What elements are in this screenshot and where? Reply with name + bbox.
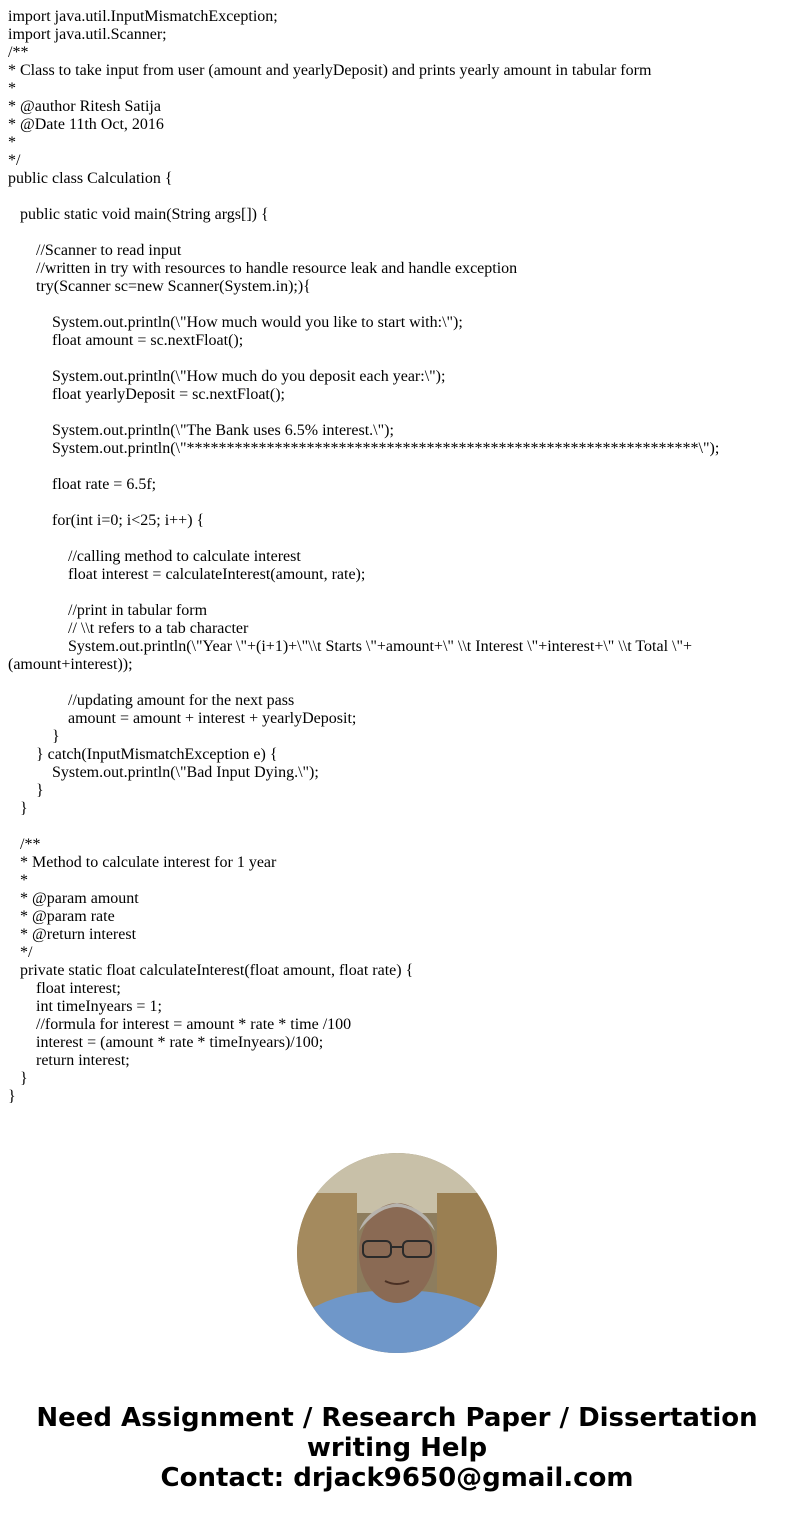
- code-line: }: [8, 728, 60, 745]
- code-line: /**: [8, 44, 29, 61]
- code-block: [8, 8, 786, 1106]
- code-line: //updating amount for the next pass: [8, 692, 295, 709]
- code-line: [8, 188, 786, 206]
- code-line: System.out.println(\"How much do you deposit each year:\");: [8, 368, 446, 385]
- code-line: [8, 494, 786, 512]
- code-line: }: [8, 782, 44, 799]
- code-line: }: [8, 800, 28, 817]
- code-line: for(int i=0; i<25; i++) {: [8, 512, 205, 529]
- code-line: [8, 458, 786, 476]
- code-line: try(Scanner sc=new Scanner(System.in);){: [8, 278, 311, 295]
- code-line: System.out.println(\"How much would you like to start with:\");: [8, 314, 463, 331]
- code-line: System.out.println(\"The Bank uses 6.5% interest.\");: [8, 422, 394, 439]
- promo-contact: Contact: drjack9650@gmail.com: [160, 1463, 634, 1493]
- code-line: int timeInyears = 1;: [8, 998, 162, 1015]
- code-line: //print in tabular form: [8, 602, 208, 619]
- code-line: [8, 818, 786, 836]
- code-line: float rate = 6.5f;: [8, 476, 157, 493]
- code-line: [8, 584, 786, 602]
- code-line: [8, 296, 786, 314]
- code-line: * @return interest: [8, 926, 137, 943]
- code-line: [8, 404, 786, 422]
- code-line: }: [8, 1088, 16, 1105]
- code-line: return interest;: [8, 1052, 130, 1069]
- code-line: float interest;: [8, 980, 121, 997]
- code-line: import java.util.InputMismatchException;: [8, 8, 278, 25]
- code-line: public static void main(String args[]) {: [8, 206, 269, 223]
- person-portrait-image: [297, 1153, 497, 1353]
- promo-line-1: Need Assignment / Research Paper / Dissertation: [36, 1403, 758, 1433]
- code-line: */: [8, 152, 21, 169]
- code-line: * @author Ritesh Satija: [8, 98, 161, 115]
- code-line: (amount+interest));: [8, 656, 133, 673]
- code-line: *: [8, 872, 28, 889]
- code-line: * @param rate: [8, 908, 115, 925]
- code-line: interest = (amount * rate * timeInyears)/100;: [8, 1034, 324, 1051]
- code-line: * @Date 11th Oct, 2016: [8, 116, 164, 133]
- code-line: [8, 674, 786, 692]
- code-line: System.out.println(\"Year \"+(i+1)+\"\\t Starts \"+amount+\" \\t Interest \"+interest+\" \\t Total \"+: [8, 638, 693, 655]
- code-line: [8, 224, 786, 242]
- code-line: public class Calculation {: [8, 170, 173, 187]
- code-line: private static float calculateInterest(float amount, float rate) {: [8, 962, 414, 979]
- code-line: float yearlyDeposit = sc.nextFloat();: [8, 386, 285, 403]
- code-line: float amount = sc.nextFloat();: [8, 332, 244, 349]
- code-line: //written in try with resources to handle resource leak and handle exception: [8, 260, 518, 277]
- code-line: //calling method to calculate interest: [8, 548, 301, 565]
- code-line: * Method to calculate interest for 1 year: [8, 854, 277, 871]
- code-line: import java.util.Scanner;: [8, 26, 167, 43]
- code-line: * Class to take input from user (amount and yearlyDeposit) and prints yearly amount in tabular form: [8, 62, 652, 79]
- code-line: }: [8, 1070, 28, 1087]
- code-line: //formula for interest = amount * rate * time /100: [8, 1016, 352, 1033]
- code-line: * @param amount: [8, 890, 139, 907]
- code-line: /**: [8, 836, 41, 853]
- code-line: float interest = calculateInterest(amount, rate);: [8, 566, 366, 583]
- promo-line-2: writing Help: [306, 1433, 488, 1463]
- code-line: } catch(InputMismatchException e) {: [8, 746, 278, 763]
- code-line: */: [8, 944, 33, 961]
- code-line: System.out.println(\"Bad Input Dying.\");: [8, 764, 319, 781]
- code-line: *: [8, 80, 16, 97]
- avatar: [297, 1153, 497, 1353]
- code-line: amount = amount + interest + yearlyDeposit;: [8, 710, 357, 727]
- code-line: *: [8, 134, 16, 151]
- code-line: System.out.println(\"****************************************************************\");: [8, 440, 720, 457]
- code-line: [8, 350, 786, 368]
- code-line: //Scanner to read input: [8, 242, 182, 259]
- code-line: // \\t refers to a tab character: [8, 620, 249, 637]
- promo-text: [0, 1403, 794, 1493]
- code-line: [8, 530, 786, 548]
